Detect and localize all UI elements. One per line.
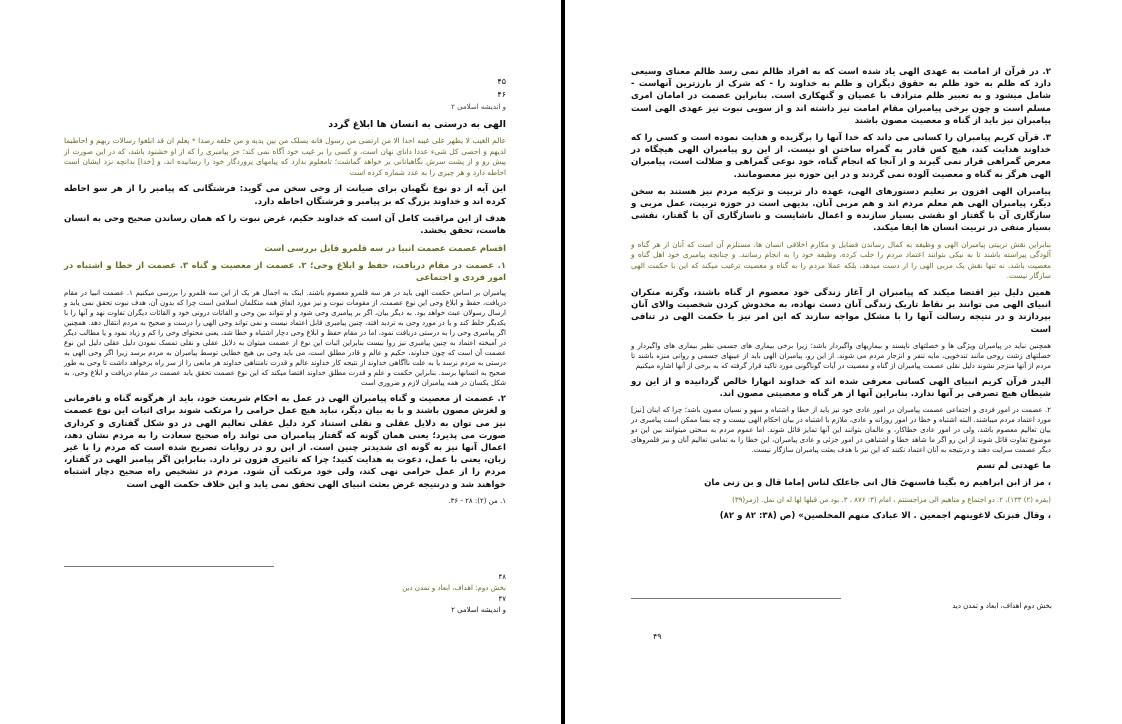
footnote: ۱. من (۲): ۲۸ - ۳۶.: [448, 496, 506, 505]
left-page-column: [64, 76, 506, 511]
footer-title: بخش دوم اهداف، ابعاد و تمدن دید: [952, 602, 1052, 610]
footer-page-number: ۴۹: [653, 632, 662, 641]
paragraph: ما عهدتی لم تسم: [976, 461, 1051, 472]
page-number-top: ۴۵: [497, 77, 506, 86]
paragraph: ۲. عصمت از معصیت و گناه پیامبران الهی در عمل به احکام شریعت خود، باید از هرگونه گناه و نافرمانی و لغزش مصون باشند و با به بیان دیگر، نباید هیچ عمل حرامی را مرتکب شوند برای اثبات این نوع عصمت نیز می توان به دلایل عقلی و نقلی استناد کرد دلیل عقلی تعالیم الهی در دو شکل گفتاری و کرداری صورت می پذیرد؛ یعنی همان گونه که گفتار پیامبران می تواند راه صحیح سعادت را به مردم نشان دهد، اعمال آنها نیز به گونه ای شدیدتر چنین است. از این رو در روایات تصریح شده است که مردم را با غیر زبان، یعنی با عمل، دعوت به هدایت کنید؛ چرا که تاثیری فزون تر دارد. بنابراین اگر پیامبر الهی در گفتار، مردم را از عمل حرامی نهی کند، ولی خود مرتکب آن شود. مردم در تشخیص راه صحیح دچار اشتباه خواهند شد و درنتیجه غرض بعثت انبیای الهی تحقق نمی یابد و این خلاف حکمت الهی است: [64, 394, 506, 490]
paragraph: بنابراین نقش تربیتی پیامبران الهی و وظیفه به کمال رساندن فضایل و مکارم اخلاقی انسان ها، مستلزم آن است که آنان از هر گناه و آلودگی پیراسته باشند تا به نیکی بتوانند اعتماد مردم را جلب کرده، وظیفه خود را به انجام رسانند. و چنانچه پیامبری خود اهل گناه و معصیت باشد، نه تنها نقش یک مربی الهی را از دست میدهد، بلکه عملا مردم را به گناه و معصیت ترغیب میکند که این با حکمت الهی سازگار نیست.: [631, 239, 1051, 281]
footer-title: و اندیشه اسلامی ۲: [451, 606, 506, 614]
paragraph: پیامبران بر اساس حکمت الهی باید در هر سه قلمرو معصوم باشند. اینک به اجمال هر یک از این سه قلمرو را بررسی میکنیم ۱. عصمت انبیا در مقام دریافت، حفظ و ابلاغ وحی این نوع عصمت، از مقومات نبوت و نیز مورد اتفاق همه متکلمان اسلامی است چرا که بدون آن، هدف نبوت تحقق نمی یابد و ارسال رسولان عبث خواهد بود. به دیگر بیان، اگر بر پیامبری وحی شود و او نتواند بین وحی و القائات درونی خود و القائات دیگران تفاوت نهد و آنها را با یکدیگر خلط کند و یا در مورد وحی به تردید افتد، چنین پیامبری قابل اعتماد نیست و نمی تواند وحی الهی را درست و صحیح به مردم انتقال دهد. همچنین اگر پیامبری وحی را به درستی دریافت نمود، اما در مقام حفظ و ابلاغ وحی دچار اشتباه و خطا شد، یعنی محتوای وحی را کم و زیاد نمود و یا مطالب دیگر در آمیخته اعتماد به چنین پیامبری نیز روا نیست بنابراین اثبات این نوع از عصمت میتوان به دلایل عقلی و نقلی تمسک نمودن دلیل عقلی دلیل این نوع عصمت آن است که چون خداوند، حکیم و عالم و قادر مطلق است، می باید وحی بی هیچ خطایی توسط پیامبران به مردم برسد زیرا اگر وحی الهی به درستی به مردم نرسد یا به علت ناآگاهی خداوند از نتیجه کار خداوند عالم و قدرت نامتناهی خداوند هر مانعی را از سر راه برخواهد داشت تا وحی به طور صحیح به انسانها برسد. بنابراین حکمت و علم و قدرت مطلق خداوند اقتضا میکند که این نوع عصمت تحقق یابد عصمت در مقام دریافت و ابلاغ وحی، به شکل یکسان در همه پیامبران لازم و ضروری است: [64, 289, 506, 388]
right-footer: [752, 601, 1052, 612]
footer-rule: [631, 598, 841, 599]
footer-rule: [64, 566, 274, 567]
reference: (بقره (۲) ۱۳۳)، ۲. دو اجتماع و متاهیم الی مزاجستتم ، امام (۳: ۸۷۶ ، ۳. بود من قبلها لها له ان نمل. (زمر(۳۹): [732, 496, 1051, 505]
paragraph: اقسام عصمت عصمت انبیا در سه قلمرو قابل بررسی است: [264, 243, 506, 254]
right-page-column: [631, 66, 1051, 528]
footer-page-number: ۴۷: [498, 595, 506, 603]
paragraph: این آیه از دو نوع نگهبان برای صیانت از وحی سخن می گوید: فرشتگانی که پیامبر را از هر سو احاطه کرده اند و خداوند بزرگ که بر پیامبر و فرشتگان احاطه دارد.: [64, 184, 506, 207]
paragraph: عالم الغیب لا یظهر علی غیبه احدا الا من ارتضی من رسول فانه یسلک من بین یدیه و من خلفه رصدا * یعلم ان قد ابلغوا رسالات ربهم و احاطبما لدیهم و احصی کل شیء عددا دانای نهان است، و کسی را بر غیب خود آگاه نمی کند؛ جز پیامبری را که از او خشنود باشد، که در این صورت از پیش رو و از پشت سرش نگاهبانانی بر خواهد گماشت؛ تامعلوم بدارد که پیامهای پروردگار خود را رسانیده اند، و [خدا] بدانچه نزد ایشان است احاطه دارد و هر چیزی را به عدد شماره کرده است: [64, 136, 506, 177]
verse: ، وقال فبزتک لاغوینهم اجمعین . الا عبادک منهم المخلصین» (ص (۳۸: ۸۲ و ۸۲): [719, 511, 1051, 522]
paragraph: ۲. در قرآن از امامت به عهدی الهی یاد شده است که به افراد ظالم نمی رسد ظالم معنای وسیعی دارد که ظلم به خود ظلم به حقوق دیگران و ظلم به خداوند را - که شرک از بارزترین آنهاست - شامل میشود و به تعبیر ظلم مترادف با عصیان و گنهکاری است. بنابراین عصمت در امامان امری مسلم است و چون برخی پیامبران مقام امامت نیز داشته اند و از سویی نبوت نیز عهدی الهی است پیامبران نیز باید از گناه و معصیت مصون باشند: [631, 67, 1051, 126]
paragraph: ۳. قرآن کریم پیامبران را کسانی می داند که خدا آنها را برگزیده و هدایت نموده است و کسی را که خداوند هدایت کند، هیچ کس قادر به گمراه ساختن او نیست. از این رو پیامبران الهی هیچگاه در معرض گمراهی قرار نمی گیرند و از آنجا که انجام گناه، خود نوعی گمراهی و ضلالت است، پیامبران الهی هرگز به گناه و معصیت آلوده نمی گردند و در این حوزه نیز معصومانند.: [631, 133, 1051, 180]
paragraph: همچنین نباید در پیامبران ویژگی ها و خصلتهای ناپسند و بیماریهای واگیردار باشد؛ زیرا برخی بیماری های جسمی نظیر بیماری های واگیردار و خصلتهای زشت روحی مانند تندخویی، مایه تنفر و انزجار مردم می شوند. از این رو، پیامبران الهی باید از عیبهای جسمی و روانی منزه باشند تا مردم از آنها منزجر نشوند دلیل نقلی عصمت پیامبران از گناه و معصیت در آیات گوناگونی مورد تاکید قرار گرفته که به برخی از آنها اشاره میکنیم: [631, 341, 1051, 370]
paragraph: پیامبران الهی افزون بر تعلیم دستورهای الهی، عهده دار تربیت و تزکیه مردم نیز هستند به سخن دیگر، پیامبران الهی هم معلم مردم اند و هم مربی آنان. بدیهی است در حوزه تربیت، عمل مربی و سازگاری آن با گفتار او نقشی بسیار سازنده و اعمال ناشایست و ناسازگاری آن با گفتار، نقشی بسیار منفی در تربیت انسان ها ایفا میکند.: [631, 186, 1051, 234]
left-footer: [206, 572, 506, 616]
header-note: و اندیشه اسلامی ۲: [451, 103, 506, 111]
paragraph: الیدر قرآن کریم انبیای الهی کسانی معرفی شده اند که خداوند انهارا خالص گردانیده و از این رو شیطان هیچ تصرفی بر آنها ندارد. بنابراین آنها از هر گناه و معصیتی مصون اند.: [631, 376, 1051, 400]
right-page: [565, 0, 1122, 724]
page-number-top: ۴۶: [497, 90, 506, 99]
section-heading: الهی به درستی به انسان ها ابلاغ گردد: [328, 119, 506, 130]
paragraph: همین دلیل نیز اقتضا میکند که پیامبران از آغاز زندگی خود معصوم از گناه باشند، وگرنه منکران انبیای الهی می توانند بر نقاط تاریک زندگی آنان دست نهاده، به مخدوش کردن شخصیت والای آنان بپردازند و در نتیجه رسالت آنها را با مشکل مواجه سازند که این امر نیز با حکمت الهی در تنافی است: [631, 288, 1051, 335]
paragraph: ۱. عصمت در مقام دریافت، حفظ و ابلاغ وحی؛ ۲. عصمت از معصیت و گناه ۳. عصمت از خطا و اشتباه در امور فردی و اجتماعی: [64, 260, 506, 283]
footer-title: بخش دوم: اهداف، ابعاد و تمدن دین: [402, 584, 506, 592]
verse: ، مز از ابن ابراهیم زه بگینا فاسنهیّ قال انی جاعلک لناس إماما قال و بن زنی مان: [704, 478, 1051, 489]
paragraph: هدف از این مراقبت کامل آن است که خداوند حکیم، غرض نبوت را که همان رساندن صحیح وحی به انسان هاست، تحقق بخشد.: [64, 213, 506, 236]
paragraph: ۲. عصمت در امور فردی و اجتماعی عصمت پیامبران در امور عادی خود نیز باید از خطا و اشتباه و سهو و نسیان مصون باشد؛ چرا که اینان [نیز] مورد اعتماد مردم میباشند. البته اشتباه و خطا در امور روزانه و عادی، ملازم با اشتباه در بیان احکام الهی نیست و چه بسا ممکن است پیامبری در بیان تعالیم معصوم باشد، ولی در امور عادی خطاکار، و عالمان بتوانند این آنها تمایز قائل شوند. اما عموم مردم به سختی میتوانند بین این دو موضوع تفاوت قائل شوند از این رو اگر ما شاهد خطا و اشتباهی در امور جزئی و عادی پیامبران، این خطا را به تمامی تعالیم آنان و نیز قلمروهای دیگر عصمت سرایت دهند و درنتیجه به آنان اعتماد نکنند که این نیز با هدف بعثت پیامبران سازگار نیست.: [631, 406, 1051, 455]
footer-page-number: ۴۸: [498, 573, 506, 581]
